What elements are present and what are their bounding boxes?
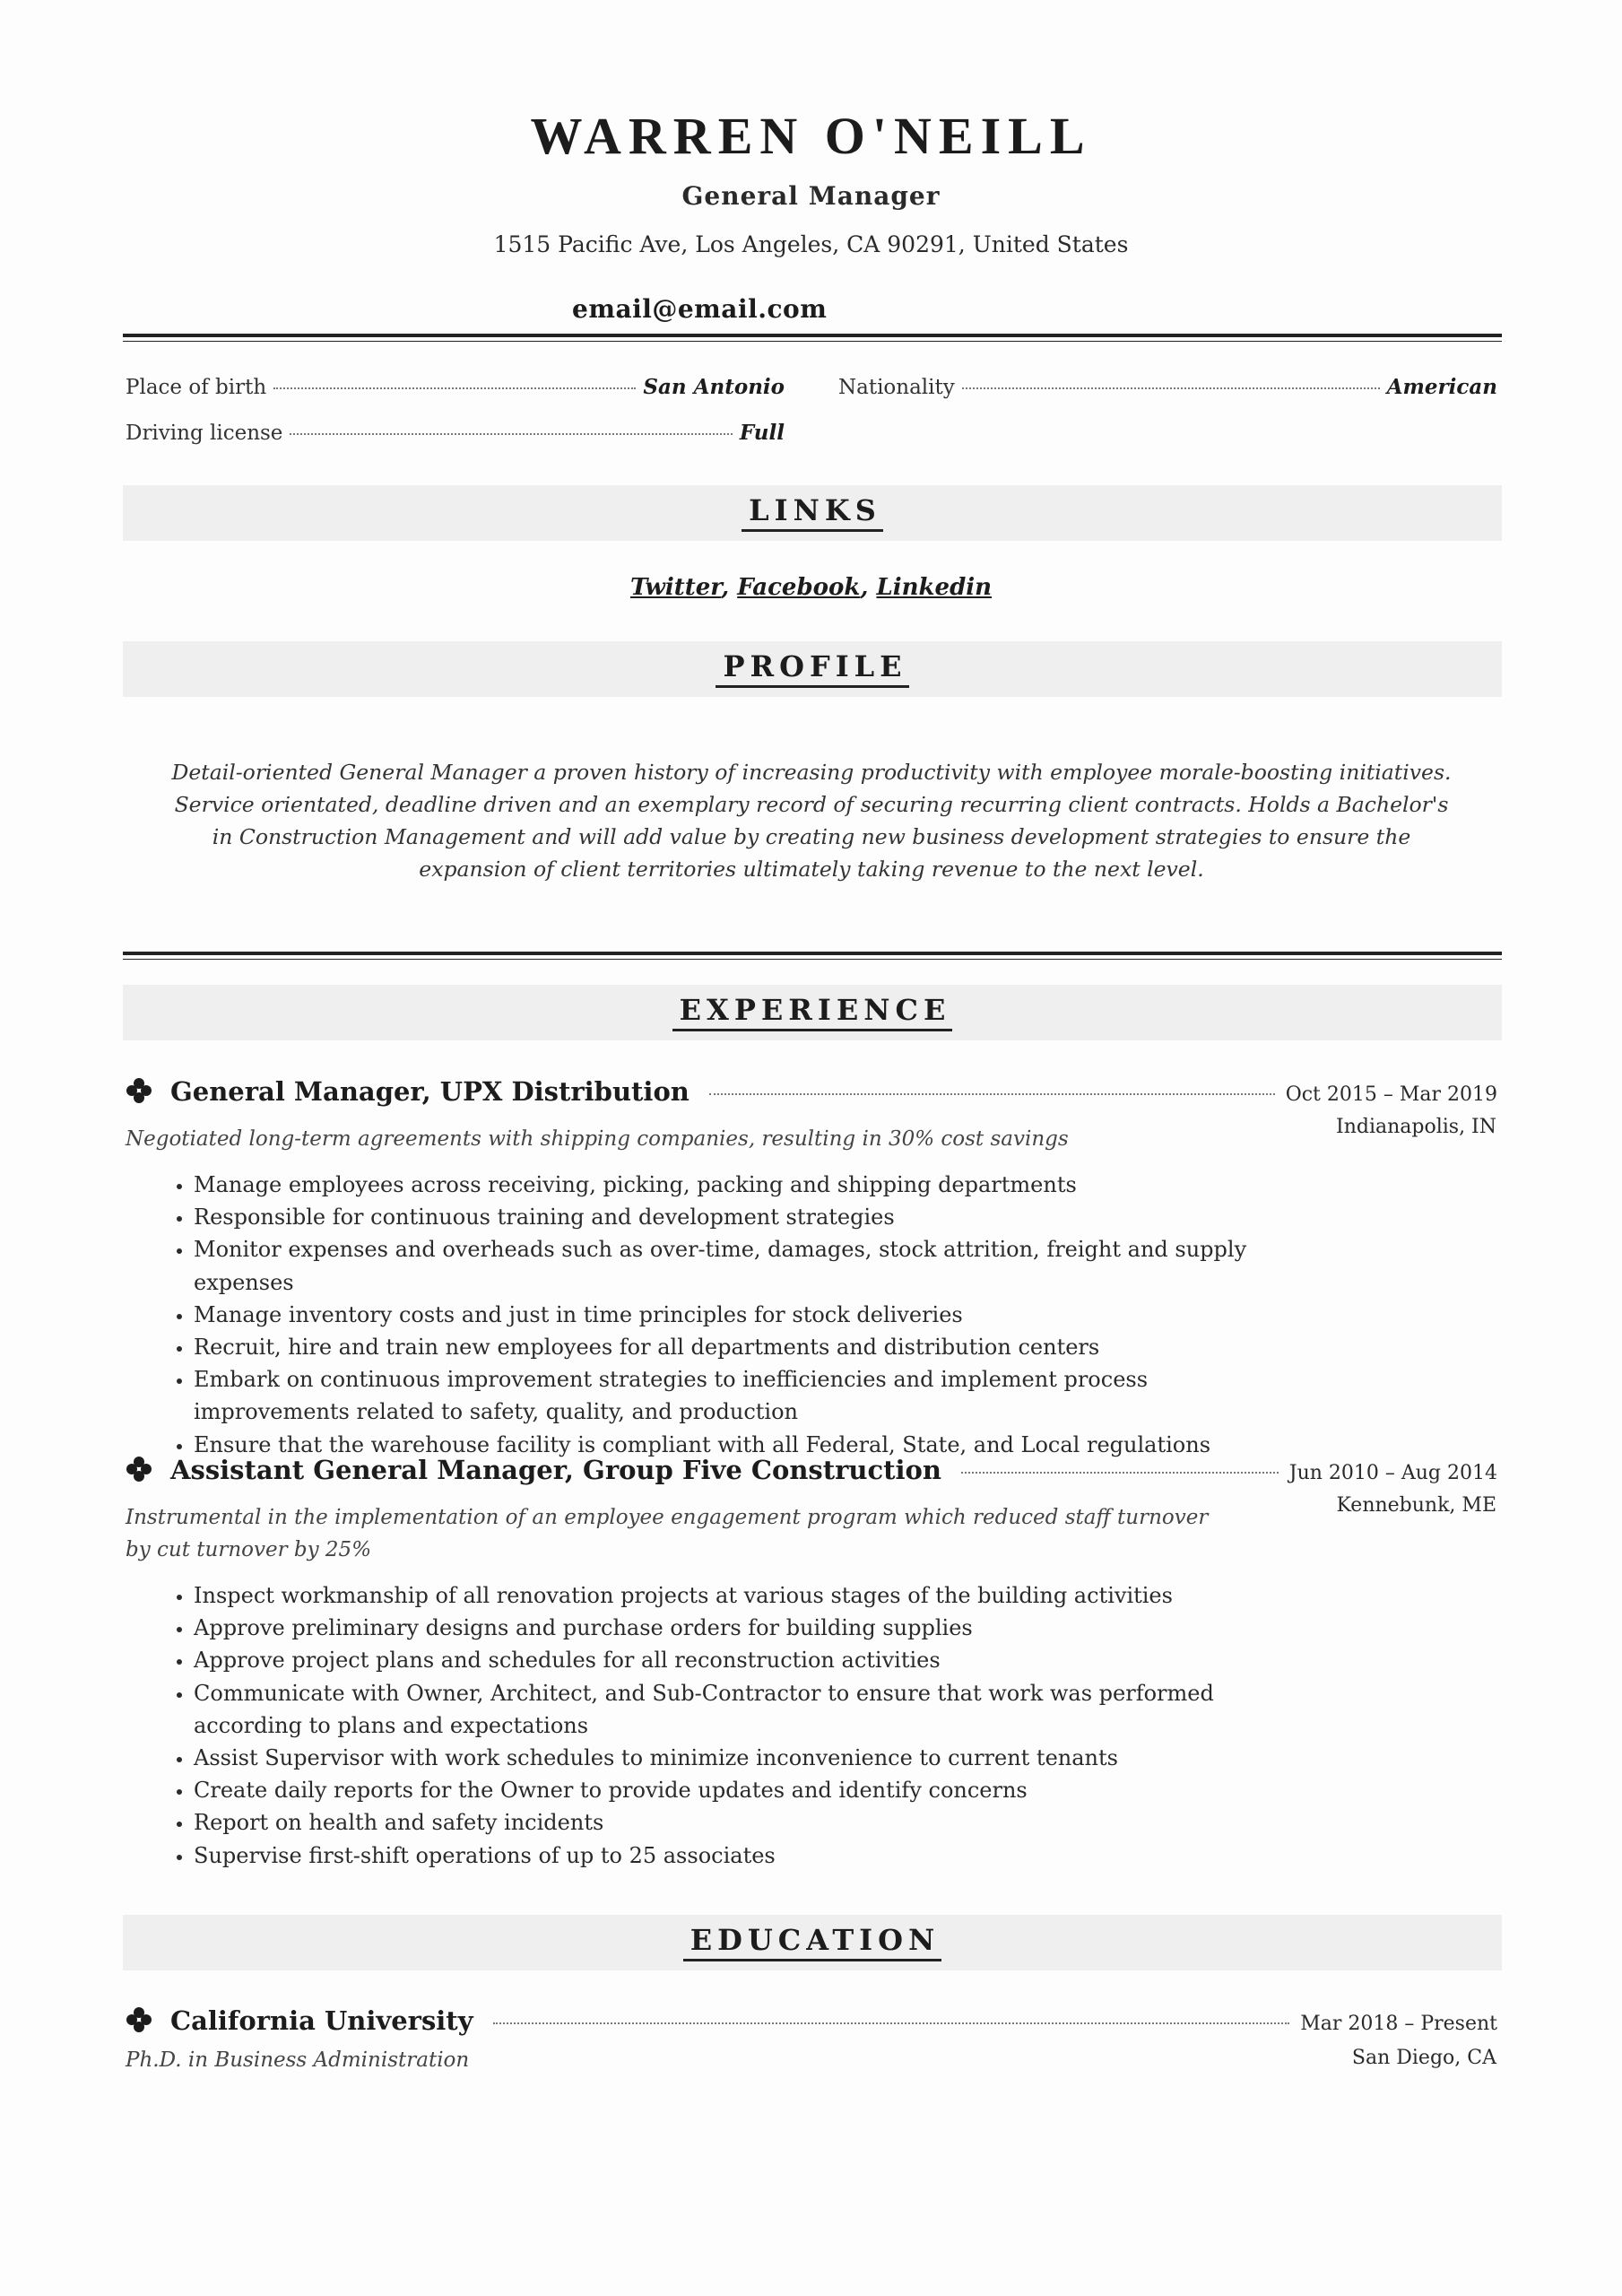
section-header-profile: [123, 641, 1502, 697]
job-bullets: [160, 1579, 1270, 1872]
profile-summary: Detail-oriented General Manager a proven history of increasing productivity with employee morale-boosting initiatives. Service orientated, deadline driven and an exemplary record of securing recurring client contracts. Holds a Bachelor's in Construction Management and will add value by creating new business development strategies to ensure the expansion of client territories ultimately taking revenue to the next level.: [171, 760, 1452, 882]
detail-place-of-birth: [126, 375, 785, 399]
list-item: • Embark on continuous improvement strategies to inefficiencies and implement process improvements related to safety, quality, and production: [194, 1363, 1270, 1428]
section-header-education: [123, 1915, 1502, 1970]
list-item: • Inspect workmanship of all renovation projects at various stages of the building activities: [194, 1579, 1270, 1612]
section-header-links: [123, 485, 1502, 541]
job-location: Indianapolis, IN: [1336, 1116, 1496, 1138]
list-item: • Assist Supervisor with work schedules to minimize inconvenience to current tenants: [194, 1742, 1270, 1774]
experience-entry-header: [126, 1074, 1497, 1107]
dot-leader: [962, 387, 1380, 389]
link-separator: ,: [721, 574, 738, 601]
education-entry-header: [126, 2003, 1497, 2036]
detail-value: American: [1386, 375, 1497, 399]
detail-value: San Antonio: [643, 375, 785, 399]
detail-label: Place of birth: [126, 376, 267, 399]
list-item: • Manage employees across receiving, picking, packing and shipping departments: [194, 1169, 1270, 1201]
job-summary: Instrumental in the implementation of an employee engagement program which reduced staff turnover by cut turnover by 25%: [126, 1506, 1209, 1561]
experience-entry-header: [126, 1452, 1497, 1485]
education-dates: Mar 2018 – Present: [1300, 2013, 1497, 2035]
education-location: San Diego, CA: [1351, 2047, 1496, 2069]
section-title: EDUCATION: [683, 1924, 942, 1961]
list-item: • Approve preliminary designs and purchase orders for building supplies: [194, 1612, 1270, 1644]
school-name: California University: [170, 2005, 473, 2036]
clover-icon: [126, 1077, 152, 1104]
dot-leader: [493, 2022, 1290, 2024]
section-title: PROFILE: [716, 650, 908, 688]
section-divider: [123, 952, 1502, 960]
list-item: • Approve project plans and schedules for all reconstruction activities: [194, 1644, 1270, 1676]
clover-icon: [126, 2006, 152, 2033]
link-linkedin[interactable]: Linkedin: [876, 574, 993, 601]
section-header-experience: [123, 985, 1502, 1040]
detail-driving-license: [126, 421, 785, 445]
clover-icon: [126, 1456, 152, 1483]
job-entry-title: Assistant General Manager, Group Five Construction: [170, 1455, 941, 1485]
dot-leader: [961, 1472, 1279, 1474]
list-item: • Monitor expenses and overheads such as over-time, damages, stock attrition, freight and supply expenses: [194, 1233, 1270, 1298]
degree: Ph.D. in Business Administration: [126, 2048, 470, 2072]
list-item: • Communicate with Owner, Architect, and Sub-Contractor to ensure that work was performed according to plans and expectations: [194, 1677, 1270, 1742]
list-item: • Recruit, hire and train new employees for all departments and distribution centers: [194, 1331, 1270, 1363]
link-separator: ,: [860, 574, 877, 601]
detail-label: Driving license: [126, 422, 283, 445]
link-facebook[interactable]: Facebook: [737, 574, 861, 601]
detail-label: Nationality: [838, 376, 955, 399]
job-dates: Jun 2010 – Aug 2014: [1288, 1462, 1497, 1484]
email-address[interactable]: email@email.com: [572, 294, 828, 324]
address: 1515 Pacific Ave, Los Angeles, CA 90291, United States: [493, 231, 1129, 257]
list-item: • Ensure that the warehouse facility is compliant with all Federal, State, and Local regulations: [194, 1429, 1270, 1461]
detail-value: Full: [739, 421, 785, 445]
list-item: • Responsible for continuous training and development strategies: [194, 1201, 1270, 1233]
dot-leader: [273, 387, 636, 389]
section-title: LINKS: [742, 494, 883, 532]
detail-nationality: [838, 375, 1497, 399]
header-divider: [123, 334, 1502, 342]
links-list: [0, 574, 1622, 601]
candidate-name: WARREN O'NEILL: [530, 107, 1092, 165]
job-summary: Negotiated long-term agreements with shipping companies, resulting in 30% cost savings: [126, 1127, 1069, 1151]
list-item: • Manage inventory costs and just in time principles for stock deliveries: [194, 1299, 1270, 1331]
link-twitter[interactable]: Twitter: [629, 574, 722, 601]
dot-leader: [709, 1093, 1275, 1095]
job-location: Kennebunk, ME: [1336, 1494, 1496, 1517]
list-item: • Supervise first-shift operations of up to 25 associates: [194, 1839, 1270, 1872]
job-entry-title: General Manager, UPX Distribution: [170, 1076, 690, 1107]
list-item: • Report on health and safety incidents: [194, 1806, 1270, 1839]
dot-leader: [290, 433, 732, 435]
job-title: General Manager: [681, 181, 941, 211]
list-item: • Create daily reports for the Owner to provide updates and identify concerns: [194, 1774, 1270, 1806]
job-dates: Oct 2015 – Mar 2019: [1285, 1083, 1497, 1106]
job-bullets: [160, 1169, 1270, 1461]
section-title: EXPERIENCE: [672, 994, 953, 1031]
